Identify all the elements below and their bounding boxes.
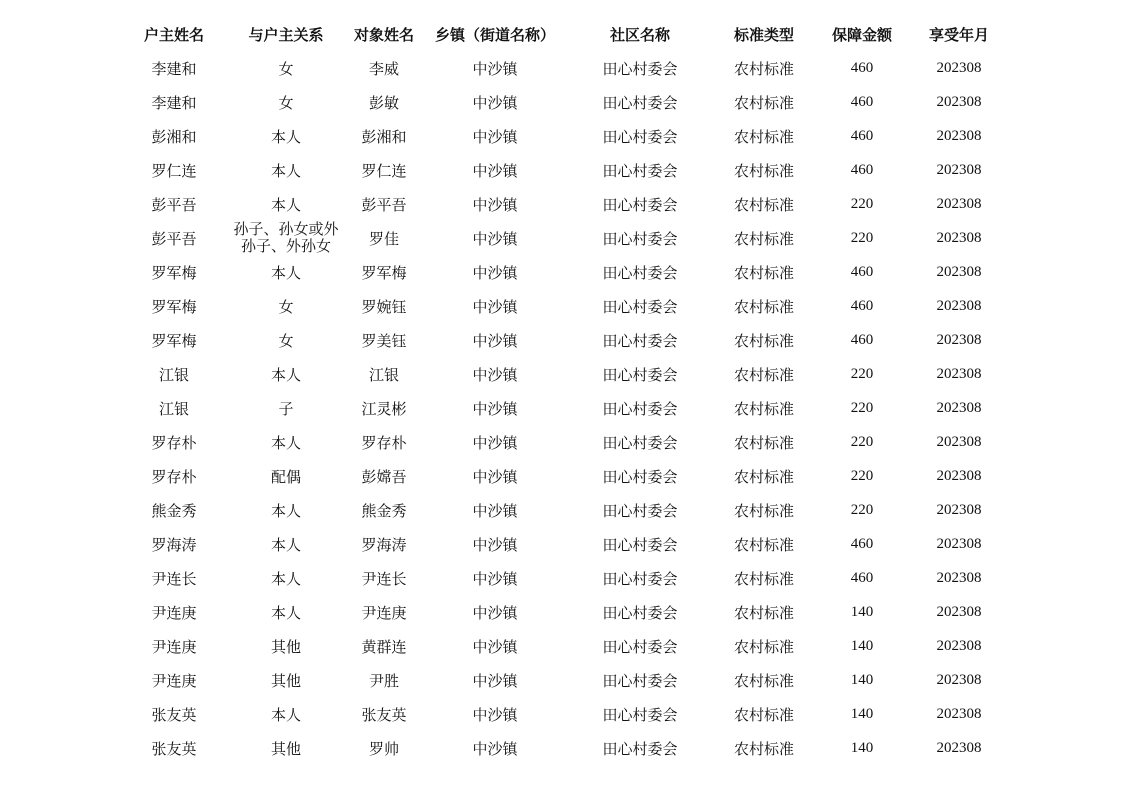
township-cell: 中沙镇 xyxy=(472,365,518,384)
township-cell: 中沙镇 xyxy=(472,195,518,214)
amount-cell: 220 xyxy=(850,365,874,382)
year-month-cell: 202308 xyxy=(936,535,982,552)
recipient-name-cell: 熊金秀 xyxy=(361,501,407,520)
relationship-cell: 子 xyxy=(278,399,294,418)
year-month-cell: 202308 xyxy=(936,263,982,280)
community-cell: 田心村委会 xyxy=(602,297,678,316)
year-month-cell: 202308 xyxy=(936,331,982,348)
household-head-cell: 尹连长 xyxy=(151,569,197,588)
township-cell: 中沙镇 xyxy=(472,263,518,282)
relationship-text: 孙子、孙女或外孙子、外孙女 xyxy=(233,221,339,255)
township-cell: 中沙镇 xyxy=(472,467,518,486)
year-month-cell: 202308 xyxy=(936,501,982,518)
year-month-cell: 202308 xyxy=(936,637,982,654)
standard-type-cell: 农村标准 xyxy=(733,161,794,180)
table-row xyxy=(120,425,1008,459)
community-cell: 田心村委会 xyxy=(602,603,678,622)
standard-type-cell: 农村标准 xyxy=(733,603,794,622)
year-month-cell: 202308 xyxy=(936,297,982,314)
household-head-cell: 李建和 xyxy=(151,59,197,78)
column-header-household-head: 户主姓名 xyxy=(143,25,204,44)
year-month-cell: 202308 xyxy=(936,229,982,246)
standard-type-cell: 农村标准 xyxy=(733,569,794,588)
township-cell: 中沙镇 xyxy=(472,501,518,520)
community-cell: 田心村委会 xyxy=(602,501,678,520)
column-header-year-month: 享受年月 xyxy=(928,25,989,44)
amount-cell: 460 xyxy=(850,59,874,76)
amount-cell: 140 xyxy=(850,739,874,756)
year-month-cell: 202308 xyxy=(936,195,982,212)
recipient-name-cell: 罗美钰 xyxy=(361,331,407,350)
township-cell: 中沙镇 xyxy=(472,739,518,758)
household-head-cell: 江银 xyxy=(158,365,189,384)
year-month-cell: 202308 xyxy=(936,705,982,722)
table-row xyxy=(120,153,1008,187)
standard-type-cell: 农村标准 xyxy=(733,467,794,486)
relationship-cell: 女 xyxy=(278,93,294,112)
amount-cell: 220 xyxy=(850,467,874,484)
amount-cell: 140 xyxy=(850,603,874,620)
community-cell: 田心村委会 xyxy=(602,229,678,248)
recipient-name-cell: 尹连长 xyxy=(361,569,407,588)
relationship-cell: 配偶 xyxy=(270,467,301,486)
table-row xyxy=(120,697,1008,731)
recipient-name-cell: 罗仁连 xyxy=(361,161,407,180)
household-head-cell: 张友英 xyxy=(151,739,197,758)
relationship-cell: 本人 xyxy=(270,195,301,214)
recipient-name-cell: 罗军梅 xyxy=(361,263,407,282)
amount-cell: 140 xyxy=(850,637,874,654)
relationship-cell: 本人 xyxy=(270,365,301,384)
recipient-name-cell: 罗婉钰 xyxy=(361,297,407,316)
standard-type-cell: 农村标准 xyxy=(733,501,794,520)
standard-type-cell: 农村标准 xyxy=(733,671,794,690)
amount-cell: 460 xyxy=(850,297,874,314)
standard-type-cell: 农村标准 xyxy=(733,229,794,248)
year-month-cell: 202308 xyxy=(936,739,982,756)
standard-type-cell: 农村标准 xyxy=(733,59,794,78)
relationship-cell: 本人 xyxy=(270,603,301,622)
recipient-name-cell: 罗佳 xyxy=(368,229,399,248)
year-month-cell: 202308 xyxy=(936,399,982,416)
amount-cell: 140 xyxy=(850,671,874,688)
year-month-cell: 202308 xyxy=(936,671,982,688)
year-month-cell: 202308 xyxy=(936,603,982,620)
standard-type-cell: 农村标准 xyxy=(733,637,794,656)
column-header-standard-type: 标准类型 xyxy=(733,25,794,44)
household-head-cell: 尹连庚 xyxy=(151,637,197,656)
community-cell: 田心村委会 xyxy=(602,569,678,588)
standard-type-cell: 农村标准 xyxy=(733,365,794,384)
recipient-name-cell: 彭敏 xyxy=(368,93,399,112)
community-cell: 田心村委会 xyxy=(602,127,678,146)
year-month-cell: 202308 xyxy=(936,59,982,76)
standard-type-cell: 农村标准 xyxy=(733,399,794,418)
recipient-name-cell: 张友英 xyxy=(361,705,407,724)
community-cell: 田心村委会 xyxy=(602,637,678,656)
amount-cell: 460 xyxy=(850,331,874,348)
recipient-name-cell: 尹连庚 xyxy=(361,603,407,622)
relationship-cell: 本人 xyxy=(270,501,301,520)
table-row xyxy=(120,561,1008,595)
household-head-cell: 罗存朴 xyxy=(151,467,197,486)
household-head-cell: 罗海涛 xyxy=(151,535,197,554)
township-cell: 中沙镇 xyxy=(472,331,518,350)
table-row xyxy=(120,289,1008,323)
relationship-cell: 女 xyxy=(278,59,294,78)
recipient-name-cell: 李威 xyxy=(368,59,399,78)
relationship-cell: 其他 xyxy=(270,671,301,690)
relationship-cell: 其他 xyxy=(270,637,301,656)
community-cell: 田心村委会 xyxy=(602,93,678,112)
township-cell: 中沙镇 xyxy=(472,535,518,554)
household-head-cell: 罗存朴 xyxy=(151,433,197,452)
community-cell: 田心村委会 xyxy=(602,671,678,690)
community-cell: 田心村委会 xyxy=(602,433,678,452)
township-cell: 中沙镇 xyxy=(472,637,518,656)
year-month-cell: 202308 xyxy=(936,93,982,110)
household-head-cell: 李建和 xyxy=(151,93,197,112)
relationship-cell: 本人 xyxy=(270,161,301,180)
year-month-cell: 202308 xyxy=(936,569,982,586)
household-head-cell: 罗军梅 xyxy=(151,331,197,350)
amount-cell: 460 xyxy=(850,93,874,110)
township-cell: 中沙镇 xyxy=(472,161,518,180)
assistance-recipient-table xyxy=(120,17,1008,765)
household-head-cell: 尹连庚 xyxy=(151,671,197,690)
amount-cell: 460 xyxy=(850,263,874,280)
amount-cell: 220 xyxy=(850,501,874,518)
household-head-cell: 彭平吾 xyxy=(151,195,197,214)
standard-type-cell: 农村标准 xyxy=(733,739,794,758)
recipient-name-cell: 尹胜 xyxy=(368,671,399,690)
table-row xyxy=(120,391,1008,425)
township-cell: 中沙镇 xyxy=(472,433,518,452)
amount-cell: 460 xyxy=(850,569,874,586)
household-head-cell: 罗仁连 xyxy=(151,161,197,180)
community-cell: 田心村委会 xyxy=(602,263,678,282)
table-row xyxy=(120,595,1008,629)
township-cell: 中沙镇 xyxy=(472,603,518,622)
township-cell: 中沙镇 xyxy=(472,127,518,146)
amount-cell: 220 xyxy=(850,399,874,416)
amount-cell: 460 xyxy=(850,127,874,144)
table-row xyxy=(120,629,1008,663)
amount-cell: 220 xyxy=(850,229,874,246)
year-month-cell: 202308 xyxy=(936,365,982,382)
table-row xyxy=(120,119,1008,153)
township-cell: 中沙镇 xyxy=(472,93,518,112)
township-cell: 中沙镇 xyxy=(472,399,518,418)
table-row xyxy=(120,221,1008,255)
household-head-cell: 罗军梅 xyxy=(151,297,197,316)
table-row xyxy=(120,255,1008,289)
table-row xyxy=(120,731,1008,765)
table-header-row xyxy=(120,17,1008,51)
community-cell: 田心村委会 xyxy=(602,331,678,350)
relationship-cell: 本人 xyxy=(270,569,301,588)
table-row xyxy=(120,85,1008,119)
household-head-cell: 彭平吾 xyxy=(151,229,197,248)
community-cell: 田心村委会 xyxy=(602,467,678,486)
community-cell: 田心村委会 xyxy=(602,705,678,724)
community-cell: 田心村委会 xyxy=(602,535,678,554)
recipient-name-cell: 彭湘和 xyxy=(361,127,407,146)
recipient-name-cell: 彭嫦吾 xyxy=(361,467,407,486)
recipient-name-cell: 彭平吾 xyxy=(361,195,407,214)
column-header-township: 乡镇（街道名称） xyxy=(434,25,555,44)
table-row xyxy=(120,527,1008,561)
township-cell: 中沙镇 xyxy=(472,569,518,588)
table-row xyxy=(120,663,1008,697)
township-cell: 中沙镇 xyxy=(472,229,518,248)
recipient-name-cell: 罗海涛 xyxy=(361,535,407,554)
household-head-cell: 尹连庚 xyxy=(151,603,197,622)
standard-type-cell: 农村标准 xyxy=(733,297,794,316)
table-row xyxy=(120,493,1008,527)
relationship-cell: 女 xyxy=(278,297,294,316)
household-head-cell: 江银 xyxy=(158,399,189,418)
relationship-cell xyxy=(228,221,344,255)
table-row xyxy=(120,51,1008,85)
year-month-cell: 202308 xyxy=(936,161,982,178)
recipient-name-cell: 罗帅 xyxy=(368,739,399,758)
standard-type-cell: 农村标准 xyxy=(733,93,794,112)
standard-type-cell: 农村标准 xyxy=(733,705,794,724)
table-row xyxy=(120,459,1008,493)
household-head-cell: 彭湘和 xyxy=(151,127,197,146)
standard-type-cell: 农村标准 xyxy=(733,433,794,452)
recipient-name-cell: 江灵彬 xyxy=(361,399,407,418)
amount-cell: 140 xyxy=(850,705,874,722)
community-cell: 田心村委会 xyxy=(602,195,678,214)
amount-cell: 460 xyxy=(850,161,874,178)
recipient-name-cell: 罗存朴 xyxy=(361,433,407,452)
community-cell: 田心村委会 xyxy=(602,59,678,78)
column-header-community: 社区名称 xyxy=(609,25,670,44)
year-month-cell: 202308 xyxy=(936,467,982,484)
amount-cell: 460 xyxy=(850,535,874,552)
township-cell: 中沙镇 xyxy=(472,297,518,316)
community-cell: 田心村委会 xyxy=(602,161,678,180)
relationship-cell: 本人 xyxy=(270,705,301,724)
standard-type-cell: 农村标准 xyxy=(733,195,794,214)
amount-cell: 220 xyxy=(850,195,874,212)
household-head-cell: 熊金秀 xyxy=(151,501,197,520)
household-head-cell: 张友英 xyxy=(151,705,197,724)
relationship-cell: 本人 xyxy=(270,535,301,554)
relationship-cell: 本人 xyxy=(270,263,301,282)
table-row xyxy=(120,357,1008,391)
standard-type-cell: 农村标准 xyxy=(733,331,794,350)
year-month-cell: 202308 xyxy=(936,127,982,144)
township-cell: 中沙镇 xyxy=(472,705,518,724)
column-header-recipient-name: 对象姓名 xyxy=(353,25,414,44)
relationship-cell: 女 xyxy=(278,331,294,350)
relationship-cell: 其他 xyxy=(270,739,301,758)
household-head-cell: 罗军梅 xyxy=(151,263,197,282)
standard-type-cell: 农村标准 xyxy=(733,127,794,146)
amount-cell: 220 xyxy=(850,433,874,450)
relationship-cell: 本人 xyxy=(270,433,301,452)
township-cell: 中沙镇 xyxy=(472,59,518,78)
community-cell: 田心村委会 xyxy=(602,399,678,418)
table-row xyxy=(120,187,1008,221)
standard-type-cell: 农村标准 xyxy=(733,263,794,282)
column-header-amount: 保障金额 xyxy=(831,25,892,44)
relationship-cell: 本人 xyxy=(270,127,301,146)
standard-type-cell: 农村标准 xyxy=(733,535,794,554)
recipient-name-cell: 江银 xyxy=(368,365,399,384)
community-cell: 田心村委会 xyxy=(602,365,678,384)
column-header-relationship: 与户主关系 xyxy=(248,25,324,44)
table-row xyxy=(120,323,1008,357)
community-cell: 田心村委会 xyxy=(602,739,678,758)
township-cell: 中沙镇 xyxy=(472,671,518,690)
year-month-cell: 202308 xyxy=(936,433,982,450)
recipient-name-cell: 黄群连 xyxy=(361,637,407,656)
